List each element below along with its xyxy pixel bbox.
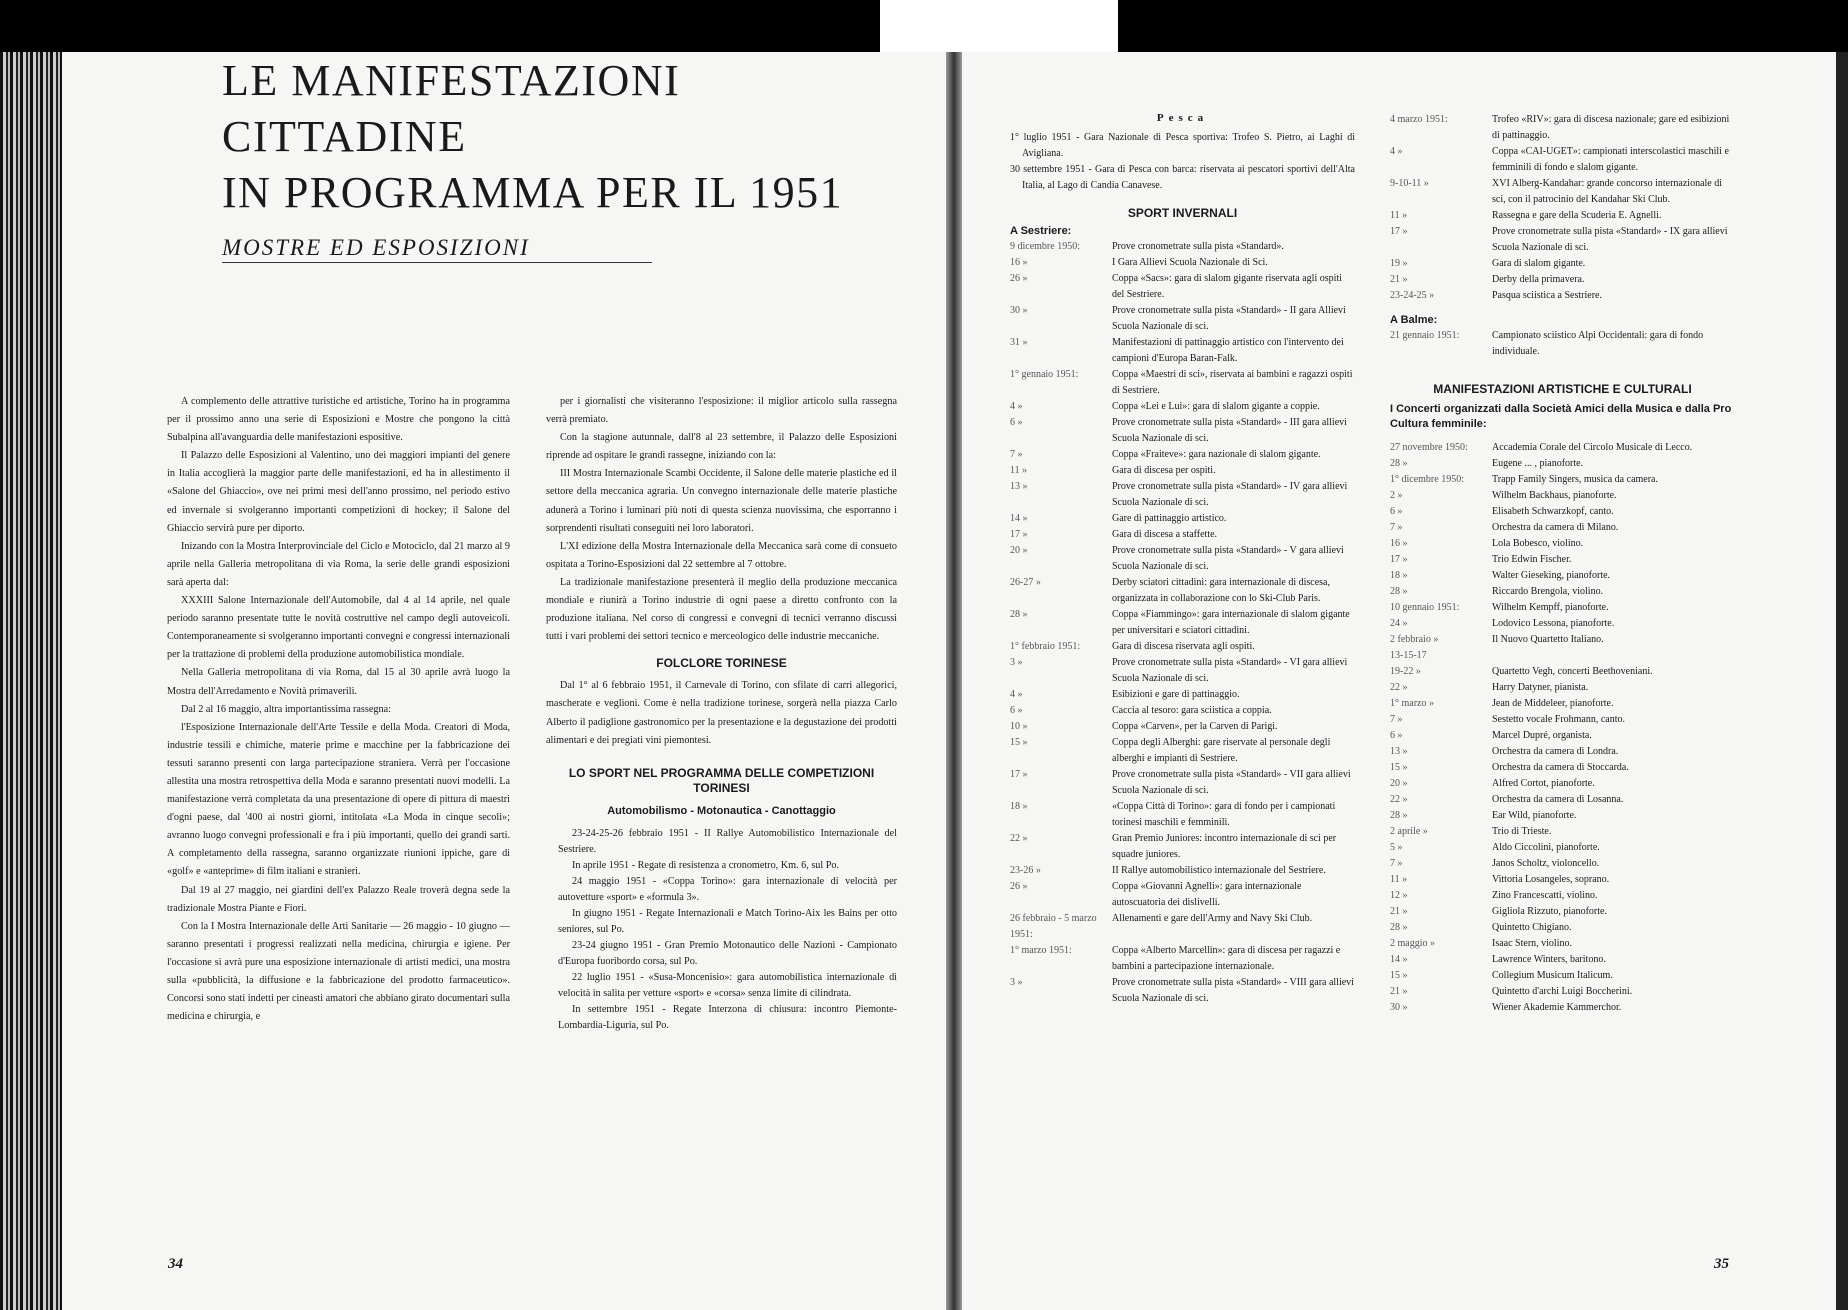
schedule-event: Jean de Middeleer, pianoforte. — [1492, 698, 1614, 709]
page-number-right: 35 — [1714, 1256, 1729, 1272]
schedule-row — [1390, 952, 1735, 968]
paragraph: Con la stagione autunnale, dall'8 al 23 settembre, il Palazzo delle Esposizioni riprende ad ospitare le grandi rassegne, iniziando con la: — [546, 432, 897, 462]
schedule-date: 26 » — [1010, 881, 1028, 892]
schedule-event: XVI Alberg-Kandahar: grande concorso internazionale di sci, con il patrocinio del Kandahar Ski Club. — [1492, 178, 1723, 205]
schedule-date: 30 » — [1010, 305, 1028, 316]
schedule-event: Orchestra da camera di Losanna. — [1492, 794, 1624, 805]
schedule-date: 14 » — [1010, 513, 1028, 524]
paragraph: Dal 2 al 16 maggio, altra importantissima rassegna: — [181, 703, 391, 715]
schedule-event: Prove cronometrate sulla pista «Standard» - II gara Allievi Scuola Nazionale di sci. — [1112, 305, 1346, 332]
schedule-row — [1010, 399, 1355, 415]
schedule-row — [1010, 255, 1355, 271]
title-rule — [222, 262, 652, 263]
schedule-event: Lola Bobesco, violino. — [1492, 538, 1584, 549]
schedule-date: 7 » — [1010, 449, 1023, 460]
schedule-event: Manifestazioni di pattinaggio artistico con l'intervento dei campioni d'Europa Baran-Falk. — [1112, 337, 1344, 364]
schedule-row — [1010, 703, 1355, 719]
schedule-row — [1010, 479, 1355, 511]
schedule-row — [1010, 575, 1355, 607]
paragraph: In settembre 1951 - Regate Interzona di chiusura: incontro Piemonte-Lombardia-Liguria, sul Po. — [558, 1003, 897, 1031]
paragraph: per i giornalisti che visiteranno l'esposizione: il miglior articolo sulla rassegna verrà premiato. — [546, 396, 897, 426]
schedule-date: 15 » — [1010, 737, 1028, 748]
schedule-event: Collegium Musicum Italicum. — [1492, 970, 1613, 981]
schedule-row — [1390, 488, 1735, 504]
left-column-1 — [167, 393, 510, 1026]
schedule-event: Trofeo «RIV»: gara di discesa nazionale; gare ed esibizioni di pattinaggio. — [1492, 114, 1730, 141]
schedule-event: Pasqua sciistica a Sestriere. — [1492, 290, 1602, 301]
schedule-row — [1390, 224, 1735, 256]
schedule-event: Janos Scholtz, violoncello. — [1492, 858, 1600, 869]
schedule-row — [1390, 664, 1735, 680]
schedule-event: Gran Premio Juniores: incontro internazionale di sci per squadre juniores. — [1112, 833, 1337, 860]
schedule-date: 26 » — [1010, 273, 1028, 284]
schedule-row — [1390, 760, 1735, 776]
schedule-row — [1390, 680, 1735, 696]
schedule-event: Wilhelm Kempff, pianoforte. — [1492, 602, 1609, 613]
schedule-row — [1010, 335, 1355, 367]
schedule-event: Sestetto vocale Frohmann, canto. — [1492, 714, 1626, 725]
right-column-2 — [1390, 112, 1735, 1016]
schedule-event: Elisabeth Schwarzkopf, canto. — [1492, 506, 1614, 517]
schedule-date: 13 » — [1390, 746, 1408, 757]
schedule-row — [1390, 824, 1735, 840]
schedule-date: 4 » — [1390, 146, 1403, 157]
schedule-event: Quintetto d'archi Luigi Boccherini. — [1492, 986, 1633, 997]
schedule-date: 5 » — [1390, 842, 1403, 853]
folclore-text: Dal 1° al 6 febbraio 1951, il Carnevale di Torino, con sfilate di carri allegorici, mascherate e veglioni. Come è nella tradizione torinese, sorgerà nella piazza Carlo Alberto il padiglione gastronomico per la presentazione e la degustazione dei prodotti alimentari e dei pregiati vini piemontesi. — [546, 680, 897, 746]
schedule-event: Gara di discesa a staffette. — [1112, 529, 1218, 540]
schedule-date: 6 » — [1010, 417, 1023, 428]
schedule-event: Prove cronometrate sulla pista «Standard» - VII gara allievi Scuola Nazionale di sci. — [1112, 769, 1351, 796]
schedule-event: Harry Datyner, pianista. — [1492, 682, 1589, 693]
schedule-event: Gara di slalom gigante. — [1492, 258, 1586, 269]
schedule-date: 1° gennaio 1951: — [1010, 369, 1079, 380]
schedule-row — [1390, 208, 1735, 224]
schedule-event: Walter Gieseking, pianoforte. — [1492, 570, 1611, 581]
schedule-row — [1010, 415, 1355, 447]
schedule-row — [1390, 472, 1735, 488]
schedule-row — [1390, 1000, 1735, 1016]
section-subtitle: MOSTRE ED ESPOSIZIONI — [222, 235, 530, 260]
schedule-event: Trio di Trieste. — [1492, 826, 1552, 837]
schedule-row — [1010, 543, 1355, 575]
schedule-row — [1390, 984, 1735, 1000]
schedule-event: Caccia al tesoro: gara sciistica a coppia. — [1112, 705, 1272, 716]
schedule-row — [1010, 527, 1355, 543]
pesca-heading: Pesca — [1156, 112, 1209, 124]
schedule-event: Coppa «Giovanni Agnelli»: gara internazionale autoscuatoria dei dislivelli. — [1112, 881, 1302, 908]
paragraph: Il Palazzo delle Esposizioni al Valentino, uno dei maggiori impianti del genere in Italia accoglierà la maggior parte delle manifestazioni, ed ha in allestimento il «Salone del Ghiaccio», ove nei primi mesi dell'anno prossimo, nel periodo estivo ed invernale si svolgeranno importanti competizioni di hockey; il Salone del Ghiaccio servirà pure per diporto. — [167, 450, 510, 534]
sport-list — [546, 826, 897, 1034]
schedule-date: 24 » — [1390, 618, 1408, 629]
schedule-event: Il Nuovo Quartetto Italiano. — [1492, 634, 1604, 645]
schedule-row — [1390, 616, 1735, 632]
paragraph: In aprile 1951 - Regate di resistenza a cronometro, Km. 6, sul Po. — [572, 859, 840, 871]
schedule-date: 17 » — [1010, 529, 1028, 540]
artistiche-heading: MANIFESTAZIONI ARTISTICHE E CULTURALI — [1433, 382, 1692, 396]
schedule-date: 16 » — [1010, 257, 1028, 268]
schedule-event: Aldo Ciccolini, pianoforte. — [1492, 842, 1600, 853]
schedule-date: 30 » — [1390, 1002, 1408, 1013]
schedule-date: 2 maggio » — [1390, 938, 1435, 949]
schedule-row — [1390, 776, 1735, 792]
schedule-row — [1010, 735, 1355, 767]
schedule-event: Gare di pattinaggio artistico. — [1112, 513, 1227, 524]
schedule-date: 28 » — [1390, 458, 1408, 469]
schedule-date: 6 » — [1010, 705, 1023, 716]
schedule-event: Coppa «Lei e Lui»: gara di slalom gigante a coppie. — [1112, 401, 1320, 412]
schedule-date: 21 » — [1390, 274, 1408, 285]
schedule-date: 11 » — [1390, 210, 1408, 221]
schedule-date: 17 » — [1010, 769, 1028, 780]
schedule-row — [1390, 552, 1735, 568]
schedule-date: 13-15-17 — [1390, 650, 1427, 661]
schedule-date: 22 » — [1390, 682, 1408, 693]
schedule-date: 3 » — [1010, 977, 1023, 988]
schedule-date: 19 » — [1390, 258, 1408, 269]
schedule-row — [1390, 904, 1735, 920]
schedule-event: Ear Wild, pianoforte. — [1492, 810, 1577, 821]
schedule-event: Eugene ... , pianoforte. — [1492, 458, 1584, 469]
paragraph: A complemento delle attrattive turistiche ed artistiche, Torino ha in programma per il prossimo anno una serie di Esposizioni e Mostre che pongono la città Subalpina all'avanguardia delle manifestazioni espositive. — [167, 396, 510, 444]
paragraph: 1° luglio 1951 - Gara Nazionale di Pesca sportiva: Trofeo S. Pietro, ai Laghi di Avigliana. — [1010, 132, 1355, 159]
schedule-row — [1390, 888, 1735, 904]
schedule-event: Wiener Akademie Kammerchor. — [1492, 1002, 1622, 1013]
concerti-list — [1390, 440, 1735, 1016]
schedule-date: 15 » — [1390, 762, 1408, 773]
schedule-date: 6 » — [1390, 506, 1403, 517]
schedule-event: Trio Edwin Fischer. — [1492, 554, 1572, 565]
sestriere-list — [1010, 239, 1355, 1007]
schedule-row — [1010, 943, 1355, 975]
sport-heading: LO SPORT NEL PROGRAMMA DELLE COMPETIZIONI TORINESI — [568, 765, 875, 795]
schedule-row — [1390, 712, 1735, 728]
schedule-row — [1390, 872, 1735, 888]
schedule-event: Accademia Corale del Circolo Musicale di Lecco. — [1492, 442, 1693, 453]
sestriere-label: A Sestriere: — [1010, 225, 1072, 237]
schedule-date: 3 » — [1010, 657, 1023, 668]
schedule-date: 20 » — [1390, 778, 1408, 789]
schedule-event: Allenamenti e gare dell'Army and Navy Ski Club. — [1112, 913, 1313, 924]
schedule-event: Prove cronometrate sulla pista «Standard». — [1112, 241, 1284, 252]
schedule-row — [1390, 288, 1735, 304]
paragraph: 30 settembre 1951 - Gara di Pesca con barca: riservata ai pescatori sportivi dell'Alta Italia, al Lago di Candia Canavese. — [1010, 164, 1355, 191]
schedule-row — [1390, 272, 1735, 288]
schedule-date: 17 » — [1390, 554, 1408, 565]
schedule-row — [1010, 303, 1355, 335]
schedule-event: Esibizioni e gare di pattinaggio. — [1112, 689, 1240, 700]
schedule-date: 19-22 » — [1390, 666, 1421, 677]
schedule-event: Alfred Cortot, pianoforte. — [1492, 778, 1595, 789]
schedule-date: 4 » — [1010, 689, 1023, 700]
schedule-row — [1390, 856, 1735, 872]
concerti-intro: I Concerti organizzati dalla Società Amici della Musica e dalla Pro Cultura femminile: — [1390, 403, 1732, 430]
schedule-event: Lawrence Winters, baritono. — [1492, 954, 1606, 965]
schedule-row — [1390, 808, 1735, 824]
paragraph: Con la I Mostra Internazionale delle Arti Sanitarie — 26 maggio - 10 giugno — saranno presentati i progressi realizzati nella medicina, chirurgia e igiene. Per l'occasione si avrà pure una esposizione internazionale di artisti medici, una mostra sulla «pubblicità, la diffusione e la fabbricazione del prodotto farmaceutico». Concorsi sono stati indetti per cineasti amatori che abbiano girato documentari sulla medicina e chirurgia, e — [167, 920, 510, 1023]
schedule-event: Isaac Stern, violino. — [1492, 938, 1572, 949]
scan-border-top-left — [0, 0, 880, 52]
invernali-heading: SPORT INVERNALI — [1127, 206, 1238, 220]
right-page-edge — [1836, 52, 1848, 1310]
schedule-date: 21 gennaio 1951: — [1390, 330, 1460, 341]
schedule-event: Prove cronometrate sulla pista «Standard» - VI gara allievi Scuola Nazionale di sci. — [1112, 657, 1348, 684]
schedule-event: Rassegna e gare della Scuderia E. Agnelli. — [1492, 210, 1662, 221]
schedule-event: Coppa «Carven», per la Carven di Parigi. — [1112, 721, 1278, 732]
schedule-row — [1010, 767, 1355, 799]
schedule-event: Prove cronometrate sulla pista «Standard» - IX gara allievi Scuola Nazionale di sci. — [1492, 226, 1728, 253]
schedule-event: Derby della primavera. — [1492, 274, 1585, 285]
schedule-row — [1390, 112, 1735, 144]
schedule-event: Derby sciatori cittadini: gara internazionale di discesa, organizzata in collaborazione con lo Ski-Club Paris. — [1112, 577, 1330, 604]
schedule-date: 18 » — [1010, 801, 1028, 812]
schedule-date: 18 » — [1390, 570, 1408, 581]
schedule-event: Prove cronometrate sulla pista «Standard» - V gara allievi Scuola Nazionale di sci. — [1112, 545, 1344, 572]
schedule-row — [1010, 639, 1355, 655]
book-page-edges — [0, 52, 62, 1310]
schedule-event: Coppa «Alberto Marcellin»: gara di discesa per ragazzi e bambini a partecipazione internazionale. — [1112, 945, 1341, 972]
schedule-row — [1390, 456, 1735, 472]
schedule-row — [1010, 719, 1355, 735]
schedule-date: 28 » — [1390, 922, 1408, 933]
schedule-row — [1010, 607, 1355, 639]
paragraph: XXXIII Salone Internazionale dell'Automobile, dal 4 al 14 aprile, nel quale periodo saranno presentate tutte le novità costruttive nel campo degli autoveicoli. Contemporaneamente si svolgeranno importanti convegni e congressi internazionali per la trattazione di problemi della produzione automobilistica mondiale. — [167, 595, 510, 661]
schedule-date: 1° dicembre 1950: — [1390, 474, 1464, 485]
schedule-row — [1390, 440, 1735, 456]
schedule-date: 9-10-11 » — [1390, 178, 1429, 189]
schedule-date: 15 » — [1390, 970, 1408, 981]
schedule-event: Quartetto Vegh, concerti Beethoveniani. — [1492, 666, 1653, 677]
schedule-event: Prove cronometrate sulla pista «Standard» - III gara allievi Scuola Nazionale di sci. — [1112, 417, 1347, 444]
schedule-event: Coppa «Fraiteve»: gara nazionale di slalom gigante. — [1112, 449, 1321, 460]
schedule-row — [1010, 367, 1355, 399]
schedule-date: 22 » — [1010, 833, 1028, 844]
schedule-date: 10 » — [1010, 721, 1028, 732]
schedule-row — [1390, 256, 1735, 272]
schedule-row — [1390, 328, 1735, 360]
schedule-date: 4 » — [1010, 401, 1023, 412]
title-line-2: IN PROGRAMMA PER IL 1951 — [222, 168, 844, 217]
schedule-date: 21 » — [1390, 986, 1408, 997]
schedule-event: Lodovico Lessona, pianoforte. — [1492, 618, 1615, 629]
folclore-heading: FOLCLORE TORINESE — [656, 656, 787, 671]
right-column-1 — [1010, 112, 1355, 1007]
schedule-row — [1390, 584, 1735, 600]
schedule-row — [1010, 799, 1355, 831]
schedule-date: 12 » — [1390, 890, 1408, 901]
paragraph: L'XI edizione della Mostra Internazionale della Meccanica sarà come di consueto ospitata a Torino-Esposizioni dal 22 settembre al 7 ottobre. — [546, 540, 897, 570]
schedule-event: Quintetto Chigiano. — [1492, 922, 1572, 933]
schedule-event: I Gara Allievi Scuola Nazionale di Sci. — [1112, 257, 1268, 268]
scan-border-top-right — [1118, 0, 1848, 52]
paragraph: 23-24 giugno 1951 - Gran Premio Motonautico delle Nazioni - Campionato d'Europa fuoribordo corsa, sul Po. — [558, 939, 897, 967]
schedule-event: Orchestra da camera di Stoccarda. — [1492, 762, 1629, 773]
schedule-date: 2 aprile » — [1390, 826, 1428, 837]
schedule-event: Marcel Dupré, organista. — [1492, 730, 1592, 741]
paragraph: l'Esposizione Internazionale dell'Arte Tessile e della Moda. Creatori di Moda, industrie tessili e chimiche, materie prime e macchine per la fabbricazione dei tessuti saranno presenti con larga partecipazione straniera. Verrà per l'occasione allestita una mostra retrospettiva della Moda e saranno presentati nuovi modelli. La manifestazione verrà completata da una presentazione di opere di pittura di maestri d'ogni paese, dal '400 ai nostri giorni, intitolata «La Moda in cinque secoli»; avranno luogo convegni professionali e fra i più importanti, quello dei grandi sarti. A completamento della rassegna, saranno organizzate riunioni ippiche, gare di «golf» e «anteprime» di film italiani e stranieri. — [167, 721, 510, 878]
schedule-date: 7 » — [1390, 714, 1403, 725]
schedule-row — [1010, 271, 1355, 303]
schedule-date: 10 gennaio 1951: — [1390, 602, 1460, 613]
schedule-event: Gigliola Rizzuto, pianoforte. — [1492, 906, 1607, 917]
schedule-event: Coppa «Maestri di sci», riservata ai bambini e ragazzi ospiti di Sestriere. — [1112, 369, 1353, 396]
schedule-date: 17 » — [1390, 226, 1408, 237]
balme-list — [1390, 328, 1735, 360]
schedule-row — [1390, 936, 1735, 952]
paragraph: III Mostra Internazionale Scambi Occidente, il Salone delle materie plastiche ed il settore della meccanica agraria. Un convegno internazionale delle materie plastiche adunerà a Torino i luminari più noti di questa scienza nuovissima, che esporranno i sorprendenti risultati conseguiti nei loro laboratori. — [546, 468, 897, 534]
schedule-row — [1010, 239, 1355, 255]
schedule-row — [1390, 648, 1735, 664]
schedule-row — [1010, 911, 1355, 943]
article-title-block — [222, 53, 902, 261]
schedule-date: 6 » — [1390, 730, 1403, 741]
schedule-row — [1390, 568, 1735, 584]
schedule-date: 1° febbraio 1951: — [1010, 641, 1081, 652]
paragraph: 23-24-25-26 febbraio 1951 - II Rallye Automobilistico Internazionale del Sestriere. — [558, 827, 897, 855]
schedule-event: Campionato sciistico Alpi Occidentali: gara di fondo individuale. — [1492, 330, 1704, 357]
schedule-event: Coppa «Fiammingo»: gara internazionale di slalom gigante per universitari e sciatori cittadini. — [1112, 609, 1350, 636]
title-line-1: LE MANIFESTAZIONI CITTADINE — [222, 56, 681, 161]
schedule-date: 1° marzo 1951: — [1010, 945, 1072, 956]
schedule-row — [1390, 840, 1735, 856]
schedule-row — [1390, 520, 1735, 536]
schedule-date: 21 » — [1390, 906, 1408, 917]
paragraph: Nella Galleria metropolitana di via Roma, dal 15 al 30 aprile avrà luogo la Mostra dell'Arredamento e Novità primaverili. — [167, 667, 510, 697]
schedule-row — [1010, 511, 1355, 527]
schedule-event: Prove cronometrate sulla pista «Standard» - VIII gara allievi Scuola Nazionale di sci. — [1112, 977, 1354, 1004]
schedule-date: 22 » — [1390, 794, 1408, 805]
schedule-event: Zino Francescatti, violino. — [1492, 890, 1598, 901]
paragraph: 22 luglio 1951 - «Susa-Moncenisio»: gara automobilistica internazionale di velocità in salita per vetture «sport» e «corsa» senza limite di cilindrata. — [558, 971, 897, 999]
schedule-date: 11 » — [1390, 874, 1408, 885]
schedule-event: Trapp Family Singers, musica da camera. — [1492, 474, 1658, 485]
schedule-date: 14 » — [1390, 954, 1408, 965]
left-column-2 — [546, 393, 897, 1034]
schedule-date: 1° marzo » — [1390, 698, 1434, 709]
schedule-event: Vittoria Losangeles, soprano. — [1492, 874, 1610, 885]
schedule-row — [1010, 687, 1355, 703]
schedule-event: Gara di discesa per ospiti. — [1112, 465, 1216, 476]
schedule-row — [1390, 144, 1735, 176]
schedule-date: 31 » — [1010, 337, 1028, 348]
schedule-row — [1390, 632, 1735, 648]
schedule-event: Coppa «Sacs»: gara di slalom gigante riservata agli ospiti del Sestriere. — [1112, 273, 1342, 300]
schedule-row — [1010, 655, 1355, 687]
schedule-date: 2 » — [1390, 490, 1403, 501]
schedule-date: 20 » — [1010, 545, 1028, 556]
schedule-row — [1390, 600, 1735, 616]
schedule-event: «Coppa Città di Torino»: gara di fondo per i campionati torinesi maschili e femminili. — [1112, 801, 1336, 828]
schedule-row — [1390, 176, 1735, 208]
schedule-row — [1390, 792, 1735, 808]
schedule-date: 27 novembre 1950: — [1390, 442, 1468, 453]
page-number-left: 34 — [168, 1256, 183, 1272]
pesca-list — [1010, 130, 1355, 194]
schedule-row — [1390, 504, 1735, 520]
schedule-row — [1390, 696, 1735, 712]
schedule-event: Orchestra da camera di Londra. — [1492, 746, 1619, 757]
schedule-event: Gara di discesa riservata agli ospiti. — [1112, 641, 1255, 652]
schedule-event: Wilhelm Backhaus, pianoforte. — [1492, 490, 1617, 501]
schedule-date: 23-24-25 » — [1390, 290, 1435, 301]
paragraph: 24 maggio 1951 - «Coppa Torino»: gara internazionale di velocità per autovetture «sport» e «formula 3». — [558, 875, 897, 903]
schedule-row — [1390, 968, 1735, 984]
schedule-row — [1390, 920, 1735, 936]
schedule-row — [1010, 447, 1355, 463]
schedule-date: 2 febbraio » — [1390, 634, 1439, 645]
schedule-date: 28 » — [1390, 586, 1408, 597]
schedule-row — [1390, 744, 1735, 760]
schedule-date: 28 » — [1390, 810, 1408, 821]
schedule-date: 28 » — [1010, 609, 1028, 620]
sport-subheading: Automobilismo - Motonautica - Canottaggio — [607, 804, 836, 817]
schedule-row — [1010, 879, 1355, 911]
schedule-event — [1492, 648, 1735, 664]
schedule-date: 16 » — [1390, 538, 1408, 549]
schedule-date: 7 » — [1390, 858, 1403, 869]
schedule-event: Coppa «CAI-UGET»: campionati interscolastici maschili e femminili di fondo e slalom gigante. — [1492, 146, 1729, 173]
schedule-row — [1010, 863, 1355, 879]
march-events-list — [1390, 112, 1735, 304]
schedule-date: 23-26 » — [1010, 865, 1041, 876]
schedule-date: 26 febbraio - 5 marzo 1951: — [1010, 913, 1097, 940]
paragraph: La tradizionale manifestazione presenterà il meglio della produzione meccanica mondiale e riunirà a Torino industrie di ogni paese a diretto confronto con la produzione italiana. Nel corso di congressi e convegni di tecnici verranno discussi tutti i vari problemi dei settori tecnico e merceologico delle industrie meccaniche. — [546, 576, 897, 643]
schedule-event: Riccardo Brengola, violino. — [1492, 586, 1604, 597]
schedule-date: 11 » — [1010, 465, 1028, 476]
schedule-event: Coppa degli Alberghi: gare riservate al personale degli alberghi e impianti di Sestriere. — [1112, 737, 1331, 764]
schedule-date: 26-27 » — [1010, 577, 1041, 588]
schedule-event: Orchestra da camera di Milano. — [1492, 522, 1619, 533]
book-gutter — [946, 52, 962, 1310]
schedule-row — [1010, 831, 1355, 863]
schedule-date: 9 dicembre 1950: — [1010, 241, 1080, 252]
schedule-date: 13 » — [1010, 481, 1028, 492]
schedule-row — [1390, 536, 1735, 552]
schedule-date: 7 » — [1390, 522, 1403, 533]
paragraph: Inizando con la Mostra Interprovinciale del Ciclo e Motociclo, dal 21 marzo al 9 aprile nella Galleria metropolitana di via Roma, la serie delle grandi esposizioni sarà aperta dal: — [167, 540, 510, 588]
paragraph: In giugno 1951 - Regate Internazionali e Match Torino-Aix les Bains per otto seniores, sul Po. — [558, 907, 897, 935]
balme-label: A Balme: — [1390, 314, 1438, 326]
schedule-row — [1390, 728, 1735, 744]
schedule-row — [1010, 975, 1355, 1007]
schedule-event: II Rallye automobilistico internazionale del Sestriere. — [1112, 865, 1326, 876]
paragraph: Dal 19 al 27 maggio, nei giardini dell'ex Palazzo Reale troverà degna sede la tradizionale Mostra Piante e Fiori. — [167, 884, 510, 914]
schedule-row — [1010, 463, 1355, 479]
schedule-event: Prove cronometrate sulla pista «Standard» - IV gara allievi Scuola Nazionale di sci. — [1112, 481, 1348, 508]
schedule-date: 4 marzo 1951: — [1390, 114, 1448, 125]
